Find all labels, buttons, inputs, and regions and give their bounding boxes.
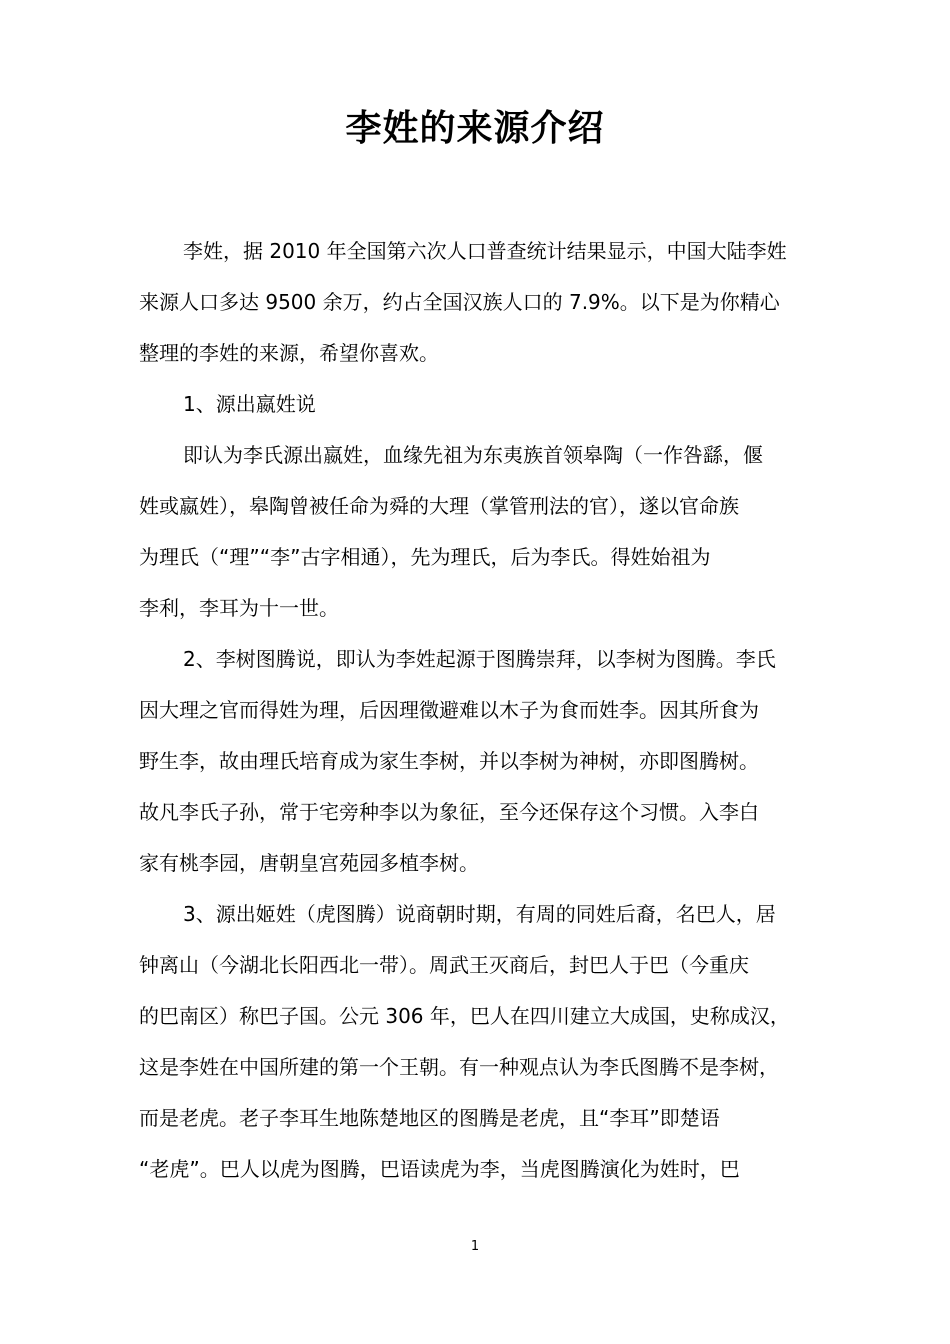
paragraph-line: 野生李，故由理氏培育成为家生李树，并以李树为神树，亦即图腾树。 xyxy=(139,749,759,773)
paragraph-line: 的巴南区）称巴子国。公元 306 年，巴人在四川建立大成国，史称成汉， xyxy=(139,1004,790,1028)
paragraph-line: 姓或嬴姓），皋陶曾被任命为舜的大理（掌管刑法的官），遂以官命族 xyxy=(139,494,739,518)
paragraph-line: “老虎”。巴人以虎为图腾，巴语读虎为李，当虎图腾演化为姓时，巴 xyxy=(139,1157,740,1181)
section-heading: 1、源出嬴姓说 xyxy=(183,392,316,416)
paragraph-line: 来源人口多达 9500 余万，约占全国汉族人口的 7.9%。以下是为你精心 xyxy=(139,290,780,314)
paragraph-line: 为理氏（“理”“李”古字相通），先为理氏，后为李氏。得姓始祖为 xyxy=(139,545,711,569)
paragraph-line: 故凡李氏子孙，常于宅旁种李以为象征，至今还保存这个习惯。入李白 xyxy=(139,800,759,824)
paragraph-line: 李姓，据 2010 年全国第六次人口普查统计结果显示，中国大陆李姓 xyxy=(183,239,787,263)
paragraph-line: 家有桃李园，唐朝皇宫苑园多植李树。 xyxy=(139,851,479,875)
paragraph-line: 这是李姓在中国所建的第一个王朝。有一种观点认为李氏图腾不是李树， xyxy=(139,1055,779,1079)
page-title: 李姓的来源介绍 xyxy=(345,108,605,149)
paragraph-line: 钟离山（今湖北长阳西北一带）。周武王灭商后，封巴人于巴（今重庆 xyxy=(139,953,749,977)
paragraph-line: 即认为李氏源出嬴姓，血缘先祖为东夷族首领皋陶（一作咎繇，偃 xyxy=(183,443,763,467)
paragraph-line: 李利，李耳为十一世。 xyxy=(139,596,339,620)
paragraph-line: 而是老虎。老子李耳生地陈楚地区的图腾是老虎，且“李耳”即楚语 xyxy=(139,1106,720,1130)
paragraph-line: 整理的李姓的来源，希望你喜欢。 xyxy=(139,341,439,365)
paragraph-line: 3、源出姬姓（虎图腾）说商朝时期，有周的同姓后裔，名巴人，居 xyxy=(183,902,776,926)
page-number: 1 xyxy=(470,1239,480,1254)
paragraph-line: 2、李树图腾说，即认为李姓起源于图腾崇拜，以李树为图腾。李氏 xyxy=(183,647,776,671)
paragraph-line: 因大理之官而得姓为理，后因理徵避难以木子为食而姓李。因其所食为 xyxy=(139,698,759,722)
